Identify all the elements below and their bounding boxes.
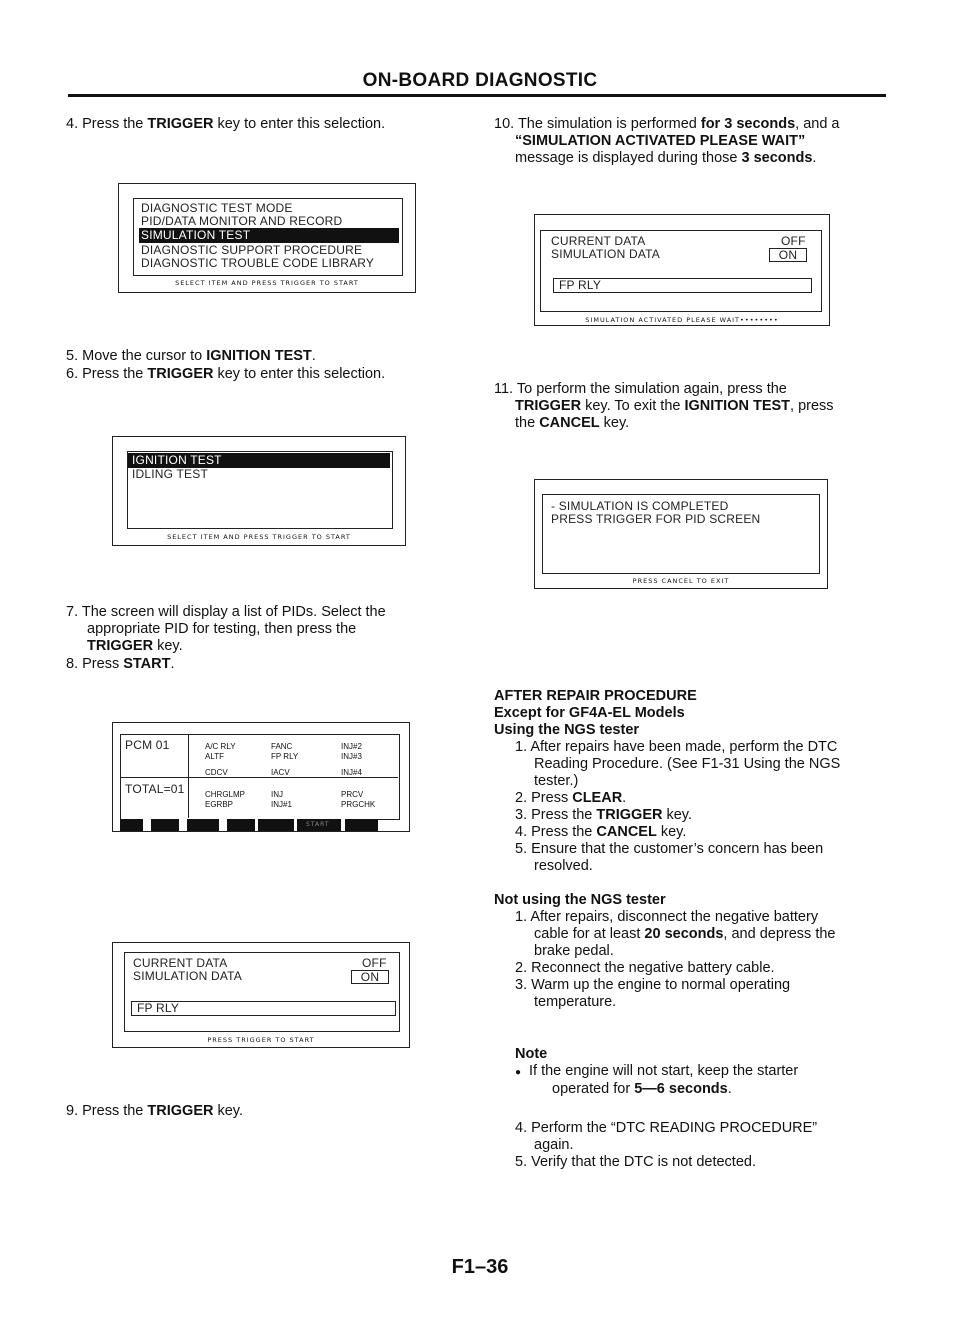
- step-7: 7. The screen will display a list of PIDs. Select the appropriate PID for testing, then press the TRIGGER key.: [66, 604, 386, 654]
- page-title: ON-BOARD DIAGNOSTIC: [362, 70, 598, 91]
- ngs-step-2: 2. Press CLEAR.: [515, 790, 627, 806]
- manual-step-2: 2. Reconnect the negative battery cable.: [515, 960, 775, 976]
- screen-footer: SIMULATION ACTIVATED PLEASE WAIT••••••••: [585, 316, 779, 324]
- pid-item[interactable]: INJ: [271, 790, 283, 799]
- off-option[interactable]: OFF: [781, 234, 806, 248]
- current-data-label: CURRENT DATA: [133, 956, 228, 970]
- key-separator: [341, 819, 345, 831]
- on-option[interactable]: ON: [769, 248, 807, 262]
- no-ngs-section: Not using the NGS tester 1. After repairs, disconnect the negative battery cable for at least 20 seconds, and depress the brake pedal. 2. Reconnect the negative battery cable. 3. Warm up the engine to normal operating temperature.: [494, 892, 894, 1011]
- step-9: 9. Press the TRIGGER key.: [66, 1103, 244, 1119]
- pid-column-3: [341, 742, 375, 810]
- pid-item[interactable]: FP RLY: [271, 752, 299, 761]
- ngs-step-1: 1. After repairs have been made, perform the DTC: [515, 739, 838, 755]
- simulation-data-label: SIMULATION DATA: [551, 247, 661, 261]
- simulation-data-label: SIMULATION DATA: [133, 969, 243, 983]
- current-data-label: CURRENT DATA: [551, 234, 646, 248]
- screen-footer: PRESS TRIGGER TO START: [207, 1036, 315, 1044]
- subsection-heading: Not using the NGS tester: [494, 892, 666, 908]
- subsection-heading: Using the NGS tester: [494, 722, 640, 738]
- pid-item[interactable]: CHRGLMP: [205, 790, 246, 799]
- off-option[interactable]: OFF: [362, 956, 387, 970]
- pid-item[interactable]: CDCV: [205, 768, 228, 777]
- menu-item[interactable]: DIAGNOSTIC TROUBLE CODE LIBRARY: [141, 256, 375, 270]
- manual-step-1: 1. After repairs, disconnect the negative battery: [515, 909, 819, 925]
- step-5: 5. Move the cursor to IGNITION TEST.: [66, 348, 316, 364]
- menu-item[interactable]: DIAGNOSTIC TEST MODE: [141, 201, 293, 215]
- menu-item-selected[interactable]: SIMULATION TEST: [139, 228, 399, 243]
- menu-item[interactable]: PID/DATA MONITOR AND RECORD: [141, 214, 343, 228]
- menu-item-selected[interactable]: IGNITION TEST: [128, 453, 390, 468]
- pid-field[interactable]: FP RLY: [553, 278, 812, 293]
- ngs-step-5: 5. Ensure that the customer’s concern has been: [515, 841, 824, 857]
- menu-list: [139, 202, 399, 270]
- key-separator: [179, 819, 187, 831]
- screen-test-mode-menu: [118, 183, 416, 293]
- on-option[interactable]: ON: [351, 970, 389, 984]
- menu-item[interactable]: DIAGNOSTIC SUPPORT PROCEDURE: [141, 243, 363, 257]
- manual-step-5: 5. Verify that the DTC is not detected.: [515, 1154, 756, 1170]
- pid-item[interactable]: INJ#1: [271, 800, 292, 809]
- menu-list: [128, 453, 390, 481]
- ngs-step-4: 4. Press the CANCEL key.: [515, 824, 687, 840]
- step-11: 11. To perform the simulation again, press the TRIGGER key. To exit the IGNITION TEST, press the CANCEL key.: [494, 381, 834, 431]
- key-separator: [219, 819, 227, 831]
- manual-step-4: 4. Perform the “DTC READING PROCEDURE”: [515, 1120, 818, 1136]
- header-rule: [68, 94, 886, 97]
- screen-simulation-data: [112, 942, 410, 1048]
- pid-item[interactable]: INJ#2: [341, 742, 362, 751]
- pid-column-2: [271, 742, 298, 810]
- step-8: 8. Press START.: [66, 656, 175, 672]
- pid-item[interactable]: EGRBP: [205, 800, 234, 809]
- menu-item[interactable]: IDLING TEST: [132, 467, 208, 481]
- pid-field[interactable]: FP RLY: [131, 1001, 396, 1016]
- screen-simulation-activated: [534, 214, 830, 326]
- page-number: F1–36: [451, 1256, 509, 1278]
- pid-item[interactable]: ALTF: [205, 752, 224, 761]
- key-separator: [294, 819, 297, 831]
- status-line-2: PRESS TRIGGER FOR PID SCREEN: [551, 512, 761, 526]
- pid-item[interactable]: FANC: [271, 742, 293, 751]
- function-key-bar: [120, 819, 378, 831]
- pid-item[interactable]: PRCV: [341, 790, 364, 799]
- screen-footer: PRESS CANCEL TO EXIT: [632, 577, 730, 585]
- pid-item[interactable]: INJ#4: [341, 768, 362, 777]
- status-line-1: - SIMULATION IS COMPLETED: [551, 499, 729, 513]
- subsection-heading: Except for GF4A-EL Models: [494, 705, 685, 721]
- section-heading: AFTER REPAIR PROCEDURE: [494, 688, 697, 704]
- bullet-icon: [515, 1063, 529, 1079]
- final-steps: 4. Perform the “DTC READING PROCEDURE” again. 5. Verify that the DTC is not detected.: [494, 1120, 894, 1171]
- screen-pid-list: [112, 722, 410, 832]
- screen-footer: SELECT ITEM AND PRESS TRIGGER TO START: [167, 533, 351, 541]
- start-key[interactable]: START: [306, 821, 330, 828]
- screen-footer: SELECT ITEM AND PRESS TRIGGER TO START: [175, 279, 359, 287]
- pid-item[interactable]: IACV: [271, 768, 290, 777]
- ngs-step-3: 3. Press the TRIGGER key.: [515, 807, 693, 823]
- key-separator: [255, 819, 258, 831]
- note-label: Note: [515, 1046, 548, 1062]
- key-separator: [143, 819, 151, 831]
- pcm-label: PCM 01: [125, 738, 170, 752]
- pid-item[interactable]: A/C RLY: [205, 742, 236, 751]
- step-10: 10. The simulation is performed for 3 seconds, and a “SIMULATION ACTIVATED PLEASE WAIT” message is displayed during those 3 seconds.: [494, 116, 840, 166]
- total-label: TOTAL=01: [125, 782, 185, 796]
- screen-ignition-menu: [112, 436, 406, 546]
- note-block: Note ● If the engine will not start, keep the starter operated for 5—6 seconds.: [494, 1046, 894, 1098]
- pid-item[interactable]: INJ#3: [341, 752, 362, 761]
- step-4: 4. Press the TRIGGER key to enter this selection.: [66, 116, 386, 132]
- pid-column-1: [205, 742, 245, 810]
- after-repair-section: AFTER REPAIR PROCEDURE Except for GF4A-EL Models Using the NGS tester 1. After repairs have been made, perform the DTC Reading Procedure. (See F1-31 Using the NGS tester.) 2. Press CLEAR. 3. Press the TRIGGER key. 4. Press the CANCEL key. 5. Ensure that the customer’s concern has been resolved.: [494, 688, 894, 875]
- manual-step-3: 3. Warm up the engine to normal operating: [515, 977, 791, 993]
- screen-simulation-complete: [534, 479, 828, 589]
- pid-item[interactable]: PRGCHK: [341, 800, 376, 809]
- step-6: 6. Press the TRIGGER key to enter this selection.: [66, 366, 386, 382]
